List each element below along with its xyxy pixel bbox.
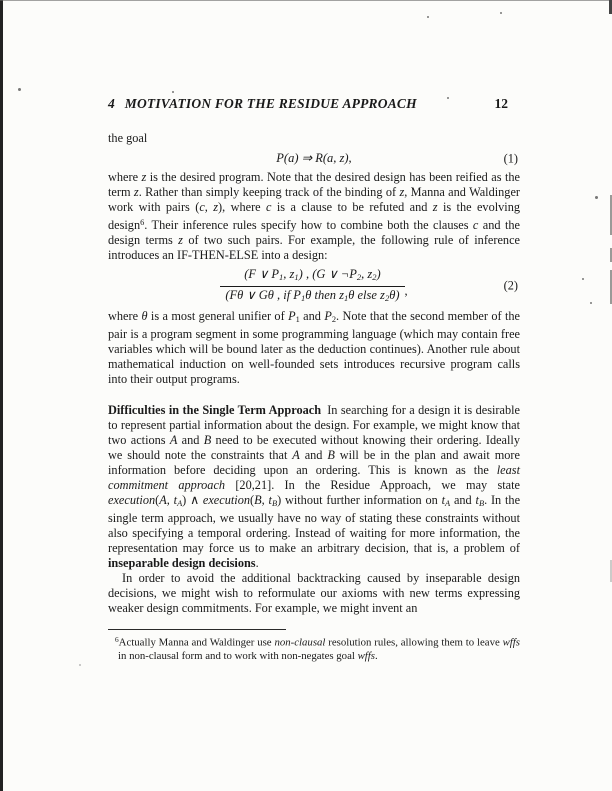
page-content (108, 96, 520, 663)
scan-edge-top (0, 0, 612, 1)
equation-2-denominator: (Fθ ∨ Gθ , if P1θ then z1θ else z2θ) (225, 287, 400, 303)
equation-1-number: (1) (503, 151, 518, 165)
footnote: $^6$Actually Manna and Waldinger use non-clausal resolution rules, allowing them to leave wffs in non-clausal form and to work with non-negates goal wffs. (115, 635, 520, 662)
scan-speck (500, 12, 502, 14)
paragraph-4: In order to avoid the additional backtracking caused by inseparable design decisions, we might wish to reformulate our axioms with new terms expressing weaker design commitments. For example, we might invent an (108, 571, 520, 616)
equation-2-numerator: (F ∨ P1, z1) , (G ∨ ¬P2, z2) (220, 267, 404, 287)
section-number: 4 (108, 96, 115, 111)
paragraph-2: where θ is a most general unifier of P1 and P2. Note that the second member of the pair is a program segment in some programming language (which may contain free variables which will be bound later as the deduction continues). Another rule about mathematical induction on well-founded sets introduces recursive program calls into their output programs. (108, 309, 520, 387)
scan-edge-left (0, 0, 3, 791)
equation-2 (108, 267, 520, 306)
running-header (108, 96, 520, 112)
equation-2-number: (2) (503, 278, 518, 293)
equation-2-fraction (220, 267, 404, 306)
equation-1-body: P(a) ⇒ R(a, z), (276, 151, 352, 165)
scan-speck (595, 196, 598, 199)
paragraph-1: where z is the desired program. Note that the desired design has been reified as the term z. Rather than simply keeping track of the binding of z, Manna and Waldinger work with pairs (c, z), where c is a clause to be refuted and z is the evolving design$^6$. Their inference rules specify how to combine both the clauses c and the design terms z of two such pairs. For example, the following rule of inference introduces an IF-THEN-ELSE into a design: (108, 170, 520, 262)
paragraph-intro: the goal (108, 131, 148, 145)
equation-1 (108, 151, 520, 166)
page-number: 12 (494, 96, 508, 111)
scan-speck (427, 16, 429, 18)
equation-2-trailing-comma: , (404, 284, 408, 298)
scan-speck (172, 91, 174, 93)
footnote-separator (108, 629, 286, 630)
running-title: MOTIVATION FOR THE RESIDUE APPROACH (124, 96, 417, 111)
scan-speck (582, 278, 584, 280)
scan-speck (79, 664, 81, 666)
paragraph-difficulties: Difficulties in the Single Term Approach In searching for a design it is desirable to represent partial information about the design. For example, we might know that two actions A and B need to be executed without knowing their ordering. Ideally we should note the constraints that A and B will be in the plan and await more information before deciding upon an ordering. This is known as the least commitment approach [20,21]. In the Residue Approach, we may state execution(A, tA) ∧ execution(B, tB) without further information on tA and tB. In the single term approach, we usually have no way of stating these constraints without also specifying a temporal ordering. Instead of waiting for more information, the representation may force us to make an arbitrary decision, that is, a problem of inseparable design decisions. (108, 403, 521, 571)
scan-speck (18, 88, 21, 91)
body-text (108, 131, 520, 663)
scan-speck (590, 302, 592, 304)
